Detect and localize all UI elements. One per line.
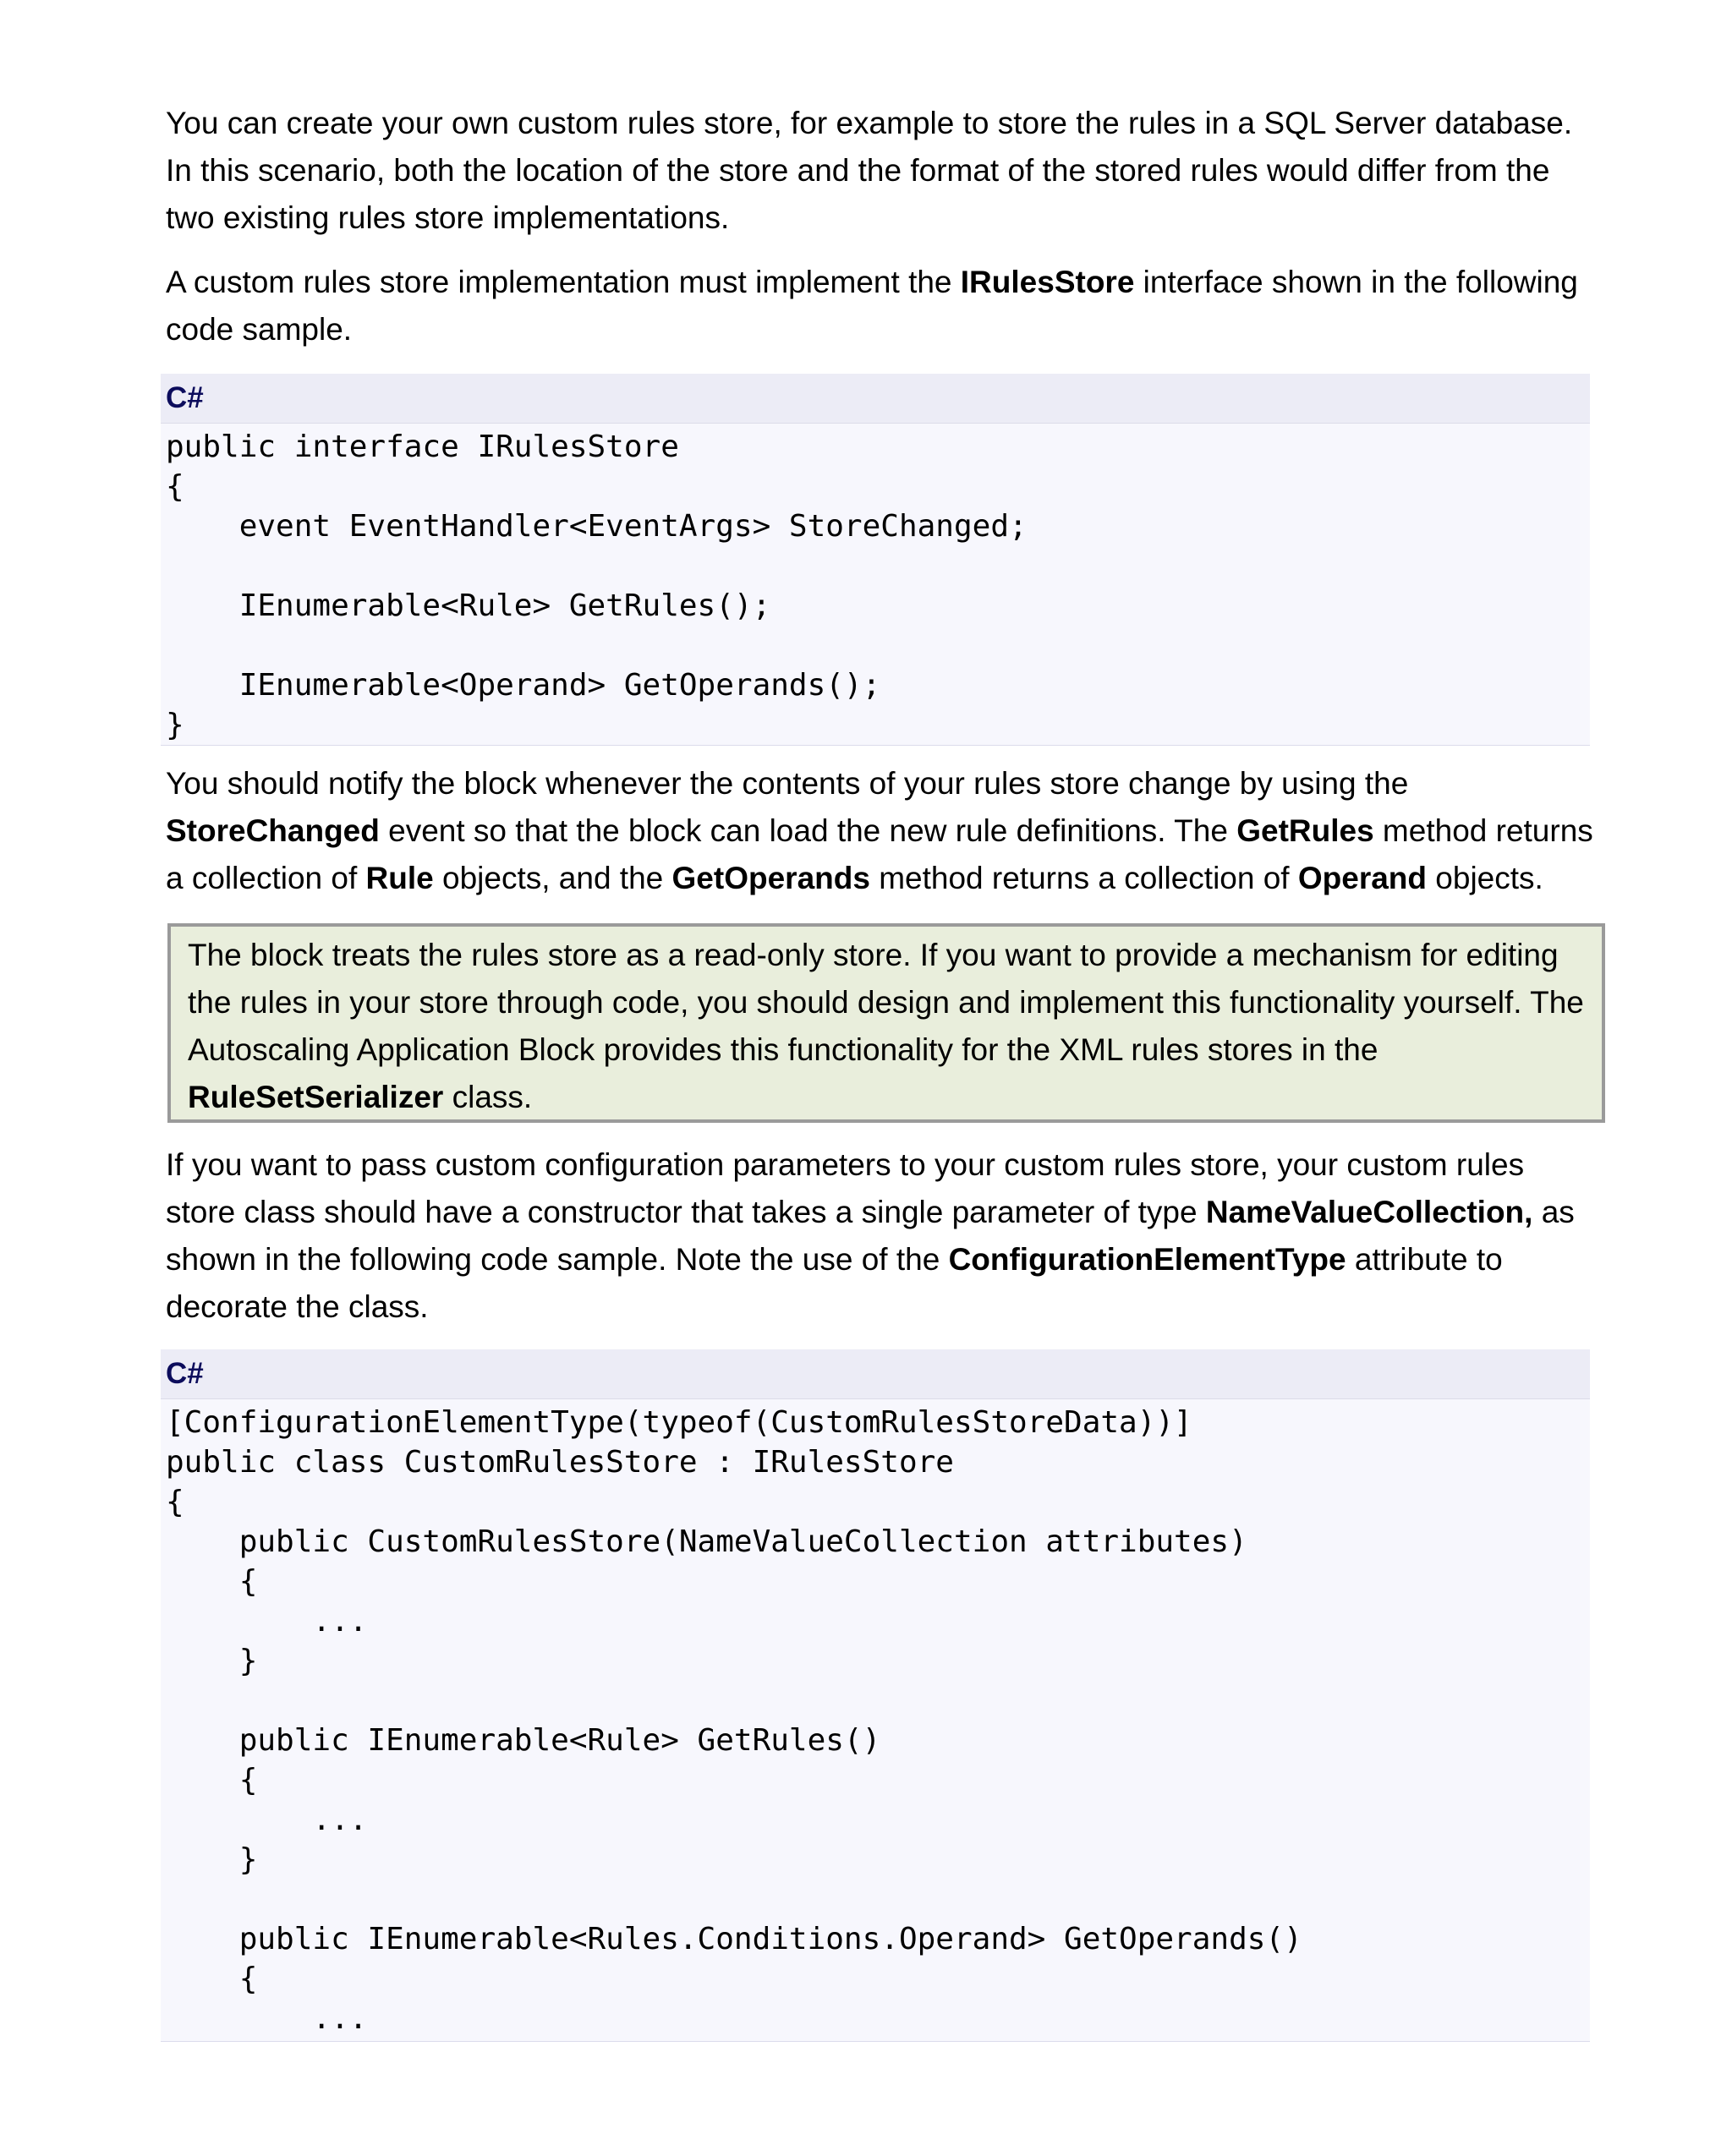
code-line: { — [166, 1564, 258, 1599]
text-run: interface shown in the following code sample. — [166, 265, 1578, 347]
text-run: method returns a collection of — [869, 861, 1298, 895]
interface-paragraph — [166, 259, 1595, 353]
code-body — [161, 1399, 1590, 2038]
code-line: public IEnumerable<Rules.Conditions.Operand> GetOperands() — [166, 1922, 1302, 1956]
code-line: public IEnumerable<Rule> GetRules() — [166, 1723, 881, 1758]
configuration-paragraph — [166, 1141, 1595, 1331]
note-text — [188, 932, 1585, 1121]
bold-term: Rule — [365, 861, 434, 895]
code-line — [166, 1880, 1590, 1919]
notify-paragraph — [166, 760, 1595, 902]
note-box — [167, 923, 1605, 1123]
text-run: as shown in the following code sample. Note the use of the — [166, 1195, 1575, 1277]
code-sample-interface — [161, 374, 1590, 746]
text-run: objects. — [1427, 861, 1543, 895]
code-line: public CustomRulesStore(NameValueCollection attributes) — [166, 1524, 1247, 1559]
code-line: event EventHandler<EventArgs> StoreChanged; — [166, 509, 1028, 544]
code-line: IEnumerable<Rule> GetRules(); — [166, 588, 771, 623]
text-run: attribute to decorate the class. — [166, 1242, 1503, 1324]
text-run: If you want to pass custom configuration parameters to your custom rules store, your custom rules store class should have a constructor that takes a single parameter of type — [166, 1147, 1525, 1229]
code-line: [ConfigurationElementType(typeof(CustomRulesStoreData))] — [166, 1405, 1192, 1440]
bold-term: NameValueCollection, — [1205, 1195, 1533, 1229]
bold-term: IRulesStore — [960, 265, 1135, 299]
code-line: { — [166, 1763, 258, 1798]
code-language-label: C# — [161, 374, 1590, 424]
bold-term: GetOperands — [671, 861, 870, 895]
text-run: The block treats the rules store as a read-only store. If you want to provide a mechanism for editing the rules in your store through code, you should design and implement this functionality yourself. The Autoscaling Application Block provides this functionality for the XML rules stores in the — [188, 938, 1584, 1067]
code-line: { — [166, 469, 184, 504]
code-line: ... — [166, 1604, 368, 1639]
code-line: } — [166, 1842, 258, 1877]
intro-paragraph: You can create your own custom rules store, for example to store the rules in a SQL Server database. In this scenario, both the location of the store and the format of the stored rules would differ from the two existing rules store implementations. — [166, 106, 1573, 235]
text-run: class. — [443, 1080, 533, 1114]
code-line — [166, 546, 1590, 586]
bold-term: StoreChanged — [166, 813, 380, 848]
text-run: objects, and the — [433, 861, 672, 895]
bold-term: RuleSetSerializer — [188, 1080, 444, 1114]
text-run: event so that the block can load the new rule definitions. The — [379, 813, 1237, 848]
code-line: public interface IRulesStore — [166, 430, 679, 464]
text-run: method returns a collection of — [166, 813, 1593, 895]
bold-term: ConfigurationElementType — [948, 1242, 1346, 1277]
code-line — [166, 1681, 1590, 1721]
code-line: ... — [166, 1803, 368, 1837]
code-line: } — [166, 1644, 258, 1678]
text-run: You should notify the block whenever the contents of your rules store change by using the — [166, 766, 1409, 801]
code-body — [161, 424, 1590, 745]
code-line: public class CustomRulesStore : IRulesStore — [166, 1445, 954, 1480]
code-line: { — [166, 1962, 258, 1996]
code-language-label: C# — [161, 1349, 1590, 1399]
code-line — [166, 626, 1590, 665]
text-run: A custom rules store implementation must implement the — [166, 265, 961, 299]
bold-term: Operand — [1297, 861, 1428, 895]
code-sample-custom-store — [161, 1349, 1590, 2042]
code-line: { — [166, 1485, 184, 1519]
code-line: } — [166, 708, 184, 742]
code-line: IEnumerable<Operand> GetOperands(); — [166, 668, 881, 703]
bold-term: GetRules — [1236, 813, 1374, 848]
code-line: ... — [166, 2001, 368, 2036]
